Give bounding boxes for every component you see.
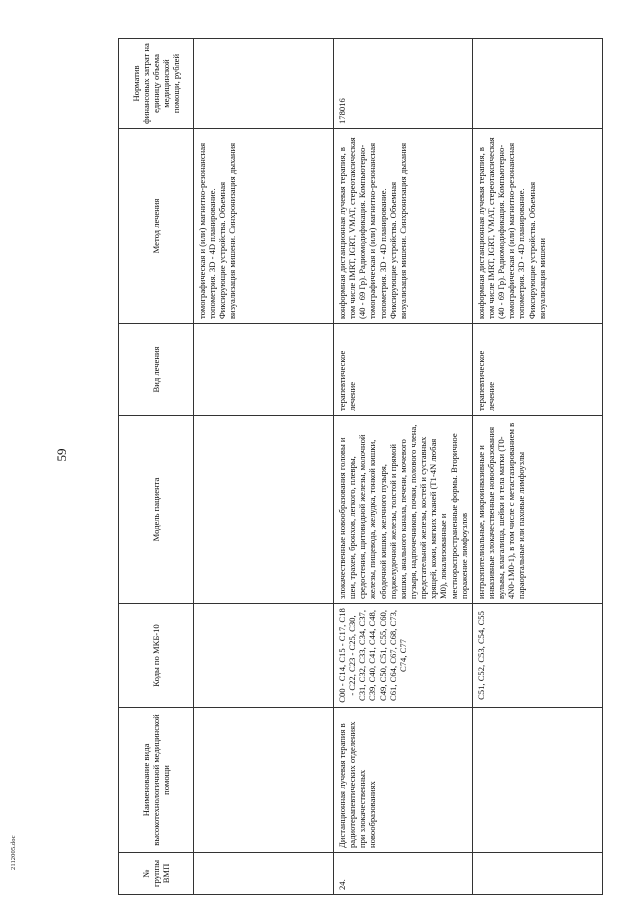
rotated-page-content — [118, 35, 618, 895]
header-group-number: № группы ВМП — [119, 853, 194, 895]
patient-model-cell — [194, 416, 334, 604]
header-icd-codes: Коды по МКБ-10 — [119, 604, 194, 708]
vmp-name-cell — [472, 708, 602, 853]
cost-cell: 178016 — [334, 39, 473, 129]
treatment-type-cell: терапевтическое лечение — [334, 324, 473, 416]
cost-cell — [472, 39, 602, 129]
treatment-type-cell — [194, 324, 334, 416]
treatment-method-cell: томографическая и (или) магнитно-резонансная топометрия. 3D - 4D планирование. Фиксирующие устройства. Объемная визуализация мишени. Синхронизация дыхания — [194, 129, 334, 324]
icd-codes-cell: C00 - C14, C15 - C17, C18 - C22, C23 - C25, C30, C31, C32, C33, C34, C37, C39, C40, C41, C44, C48, C49, C50, C51, C55, C60, C61, C64, C67, C68, C73, C74, C77 — [334, 604, 473, 708]
table-row — [334, 39, 473, 895]
vmp-name-cell — [194, 708, 334, 853]
patient-model-cell: злокачественные новообразования головы и шеи, трахеи, бронхов, легкого, плевры, средостения, щитовидной железы, молочной железы, пищевода, желудка, тонкой кишки, ободочной кишки, желчного пузыря, поджелудочной железы, толстой и прямой кишки, анального канала, печени, мочевого пузыря, надпочечников, почки, полового члена, предстательной железы, костей и суставных хрящей, кожи, мягких тканей (T1-4N любая M0), локализованные и местнораспространенные формы. Вторичное поражение лимфоузлов — [334, 416, 473, 604]
header-treatment-type: Вид лечения — [119, 324, 194, 416]
header-patient-model: Модель пациента — [119, 416, 194, 604]
table-row — [472, 39, 602, 895]
page-number: 59 — [54, 448, 69, 462]
patient-model-cell: интраэпителиальные, микроинвазивные и инвазивные злокачественные новообразования вульвы, влагалища, шейки и тела матки (T0-4N0-1M0-1), в том числе с метастазированием в параортальные или паховые лимфоузлы — [472, 416, 602, 604]
header-vmp-name: Наименование вида высокотехнологичной медицинской помощи — [119, 708, 194, 853]
header-cost-standard: Норматив финансовых затрат на единицу объема медицинской помощи, рублей — [119, 39, 194, 129]
group-number-cell — [194, 853, 334, 895]
group-number-cell: 24. — [334, 853, 473, 895]
icd-codes-cell: C51, C52, C53, C54, C55 — [472, 604, 602, 708]
header-treatment-method: Метод лечения — [119, 129, 194, 324]
cost-cell — [194, 39, 334, 129]
vmp-table — [118, 38, 603, 895]
table-header-row — [119, 39, 194, 895]
treatment-type-cell: терапевтическое лечение — [472, 324, 602, 416]
table-row — [194, 39, 334, 895]
vmp-name-cell: Дистанционная лучевая терапия в радиотерапевтических отделениях при злокачественных новообразованиях — [334, 708, 473, 853]
document-footer: 2112005.doc — [10, 835, 17, 870]
treatment-method-cell: конформная дистанционная лучевая терапия, в том числе IMRT, IGRT, VMAT, стереотаксическая (40 - 69 Гр). Радиомодификация. Компьютерно-томографическая и (или) магнитно-резонансная топометрия. 3D - 4D планирование. Фиксирующие устройства. Объемная визуализация мишени — [472, 129, 602, 324]
icd-codes-cell — [194, 604, 334, 708]
treatment-method-cell: конформная дистанционная лучевая терапия, в том числе IMRT, IGRT, VMAT, стереотаксическая (40 - 69 Гр). Радиомодификация. Компьютерно-томографическая и (или) магнитно-резонансная топометрия. 3D - 4D планирование. Фиксирующие устройства. Объемная визуализация мишени. Синхронизация дыхания — [334, 129, 473, 324]
group-number-cell — [472, 853, 602, 895]
